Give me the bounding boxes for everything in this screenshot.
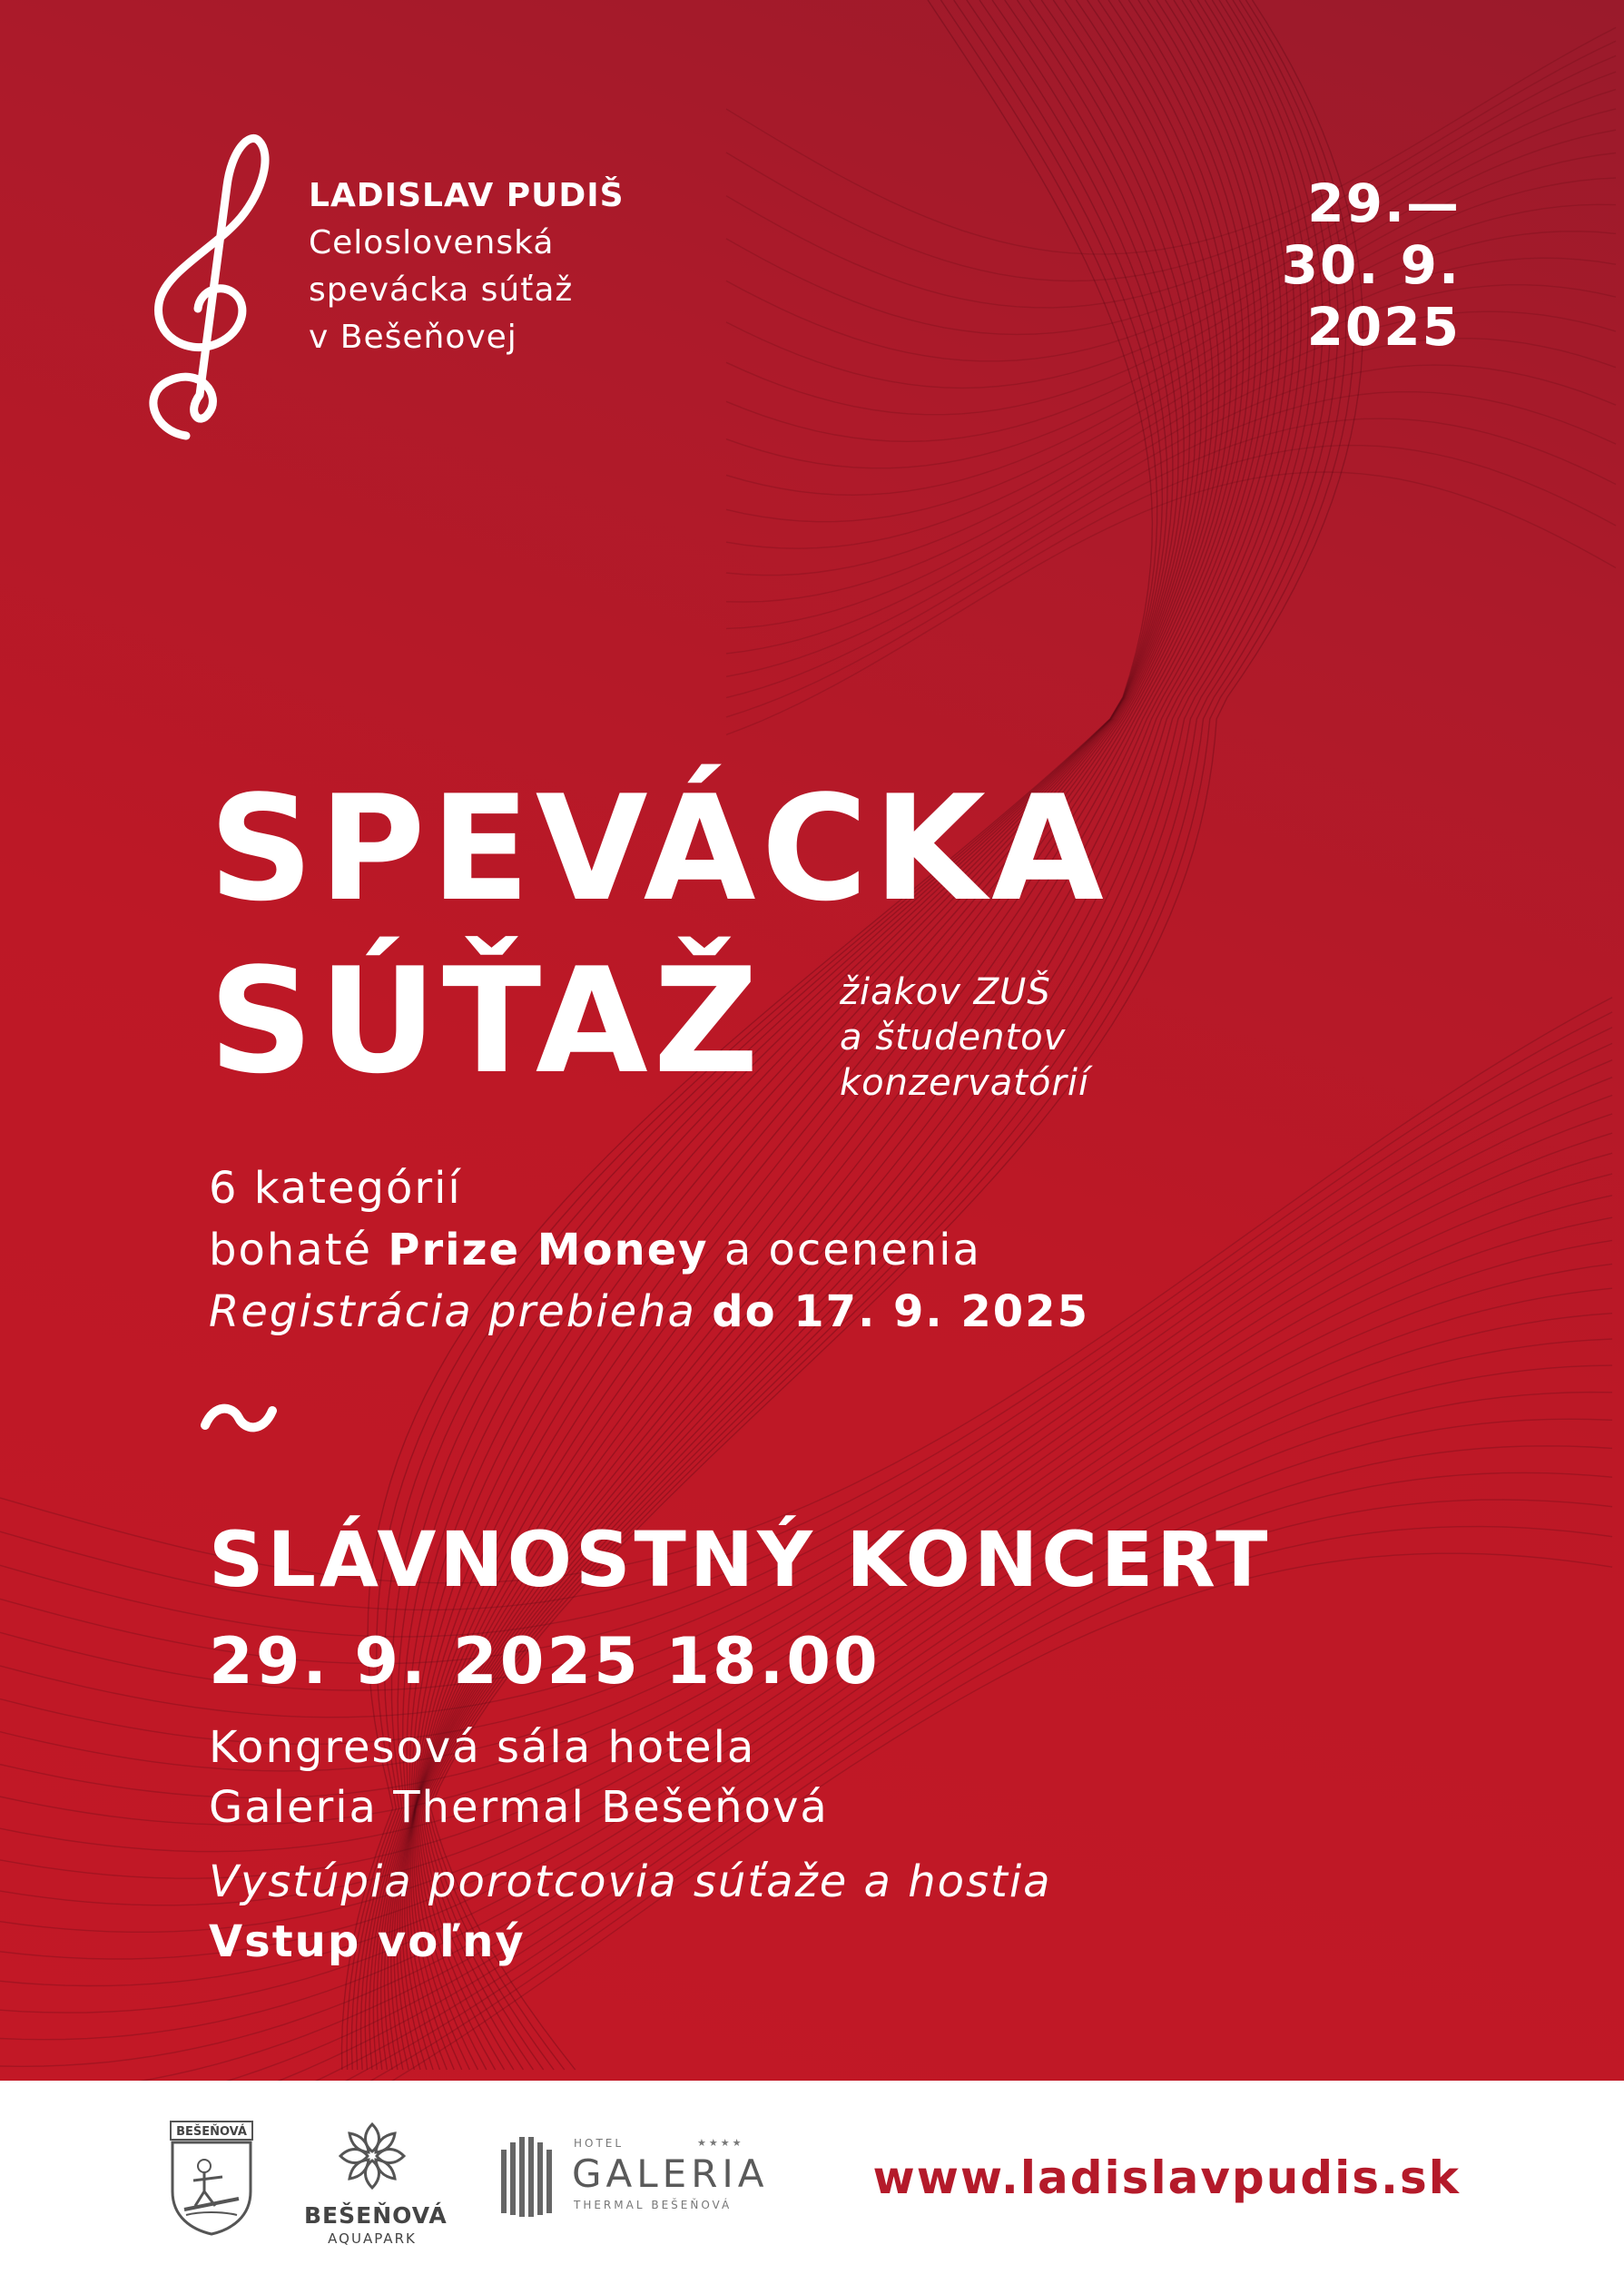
entry-text: Vstup voľný [209,1916,526,1967]
organizer-line-1: Celoslovenská [309,224,555,261]
hotel-galeria-logo [499,2133,769,2233]
concert-venue [209,1718,829,1837]
website-link[interactable]: www.ladislavpudis.sk [872,2151,1461,2204]
registration-deadline: do 17. 9. 2025 [712,1286,1089,1337]
flower-emblem-icon [304,2115,440,2201]
organizer-line-2: spevácka súťaž [309,271,574,309]
registration-line [209,1281,1089,1343]
hotel-pillars-icon [499,2133,563,2224]
footer [0,2081,1624,2284]
event-date-line-2: 30. 9. [1281,234,1461,296]
aquapark-sub: AQUAPARK [328,2230,417,2247]
organizer-name: LADISLAV PUDIŠ [309,177,625,214]
venue-line-2: Galeria Thermal Bešeňová [209,1782,829,1833]
event-dates [1282,172,1461,358]
music-note-logo-icon [136,123,281,440]
tilde-divider-icon [198,1396,280,1440]
subtitle [840,970,1089,1106]
coat-of-arms-text: BEŠEŇOVÁ [176,2125,247,2139]
aquapark-name: BEŠEŇOVÁ [304,2202,448,2229]
event-date-line-3: 2025 [1306,296,1461,358]
concert-datetime: 29. 9. 2025 18.00 [209,1624,881,1698]
besenova-coat-of-arms-logo [168,2119,255,2237]
subtitle-line-2: a študentov [840,1017,1067,1058]
organizer-block [309,172,625,361]
guests-text: Vystúpia porotcovia súťaže a hostia [209,1856,1052,1907]
subtitle-line-3: konzervatórií [840,1062,1090,1104]
hotel-name: GALERIA [572,2151,769,2196]
subtitle-line-1: žiakov ZUŠ [840,971,1051,1013]
main-title-line-1: SPEVÁCKA [209,763,1109,933]
prize-money: Prize Money [388,1225,709,1275]
competition-info [209,1157,1089,1343]
registration-label: Registrácia prebieha [209,1286,696,1337]
concert-guests [209,1852,1052,1972]
concert-title: SLÁVNOSTNÝ KONCERT [209,1515,1272,1604]
coat-of-arms-icon [168,2119,255,2237]
besenova-aquapark-logo [304,2115,448,2260]
organizer-line-3: v Bešeňovej [309,319,517,356]
hotel-label: HOTEL [574,2137,625,2150]
prize-post: a ocenenia [723,1225,981,1275]
event-date-line-1: 29.— [1307,172,1461,234]
main-title-line-2: SÚŤAŽ [209,936,764,1106]
hotel-stars: ★★★★ [697,2137,744,2149]
venue-line-1: Kongresová sála hotela [209,1722,756,1773]
prize-pre: bohaté [209,1225,373,1275]
categories-text: 6 kategórií [209,1163,462,1214]
prize-line [209,1219,1089,1281]
hotel-sub: THERMAL BEŠEŇOVÁ [574,2199,733,2211]
